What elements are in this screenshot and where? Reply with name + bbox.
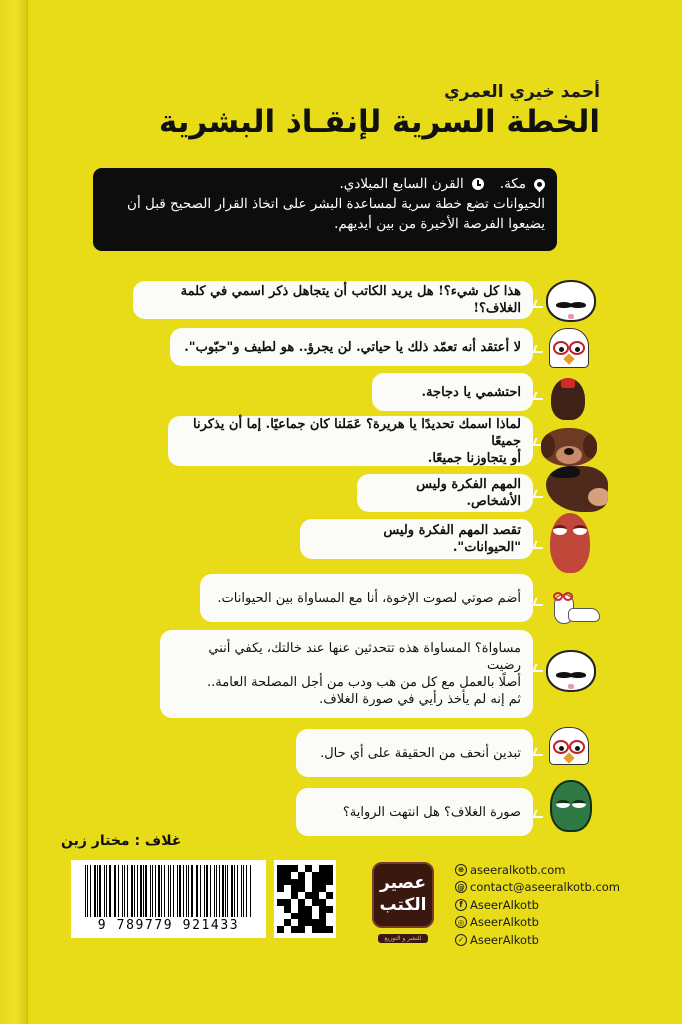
chat-text: أصلًا بالعمل مع كل من هب ودب من أجل المصلحة العامة.. <box>207 675 521 690</box>
instagram-icon: ◎ <box>455 916 467 928</box>
facebook-icon: f <box>455 899 467 911</box>
chat-text: أو يتجاوزنا جميعًا. <box>427 450 521 466</box>
chat-text: المهم الفكرة وليس الأشخاص. <box>416 477 521 509</box>
cat-avatar-icon <box>546 650 596 692</box>
contact-text: AseerAlkotb <box>470 915 539 930</box>
chat-bubble <box>133 281 533 319</box>
book-title: الخطة السرية لإنقـاذ البشرية <box>158 104 600 140</box>
setting-line <box>103 174 545 194</box>
hen-avatar-icon <box>549 328 589 368</box>
publisher-tagline: للنشر و التوزيع <box>378 934 428 943</box>
blurb-line-2: يضيعوا الفرصة الأخيرة من بين أيديهم. <box>334 216 545 232</box>
location-pin-icon <box>532 176 548 192</box>
turtle-avatar-icon <box>550 780 592 832</box>
contact-text: contact@aseeralkotb.com <box>470 880 621 895</box>
author-name: أحمد خيري العمري <box>444 82 600 102</box>
isbn-barcode <box>71 860 266 938</box>
dog-avatar-icon <box>541 428 597 466</box>
qr-code[interactable] <box>274 860 336 938</box>
worm-avatar-icon <box>550 588 608 628</box>
chat-text: لماذا اسمك تحديدًا يا هريرة؟ عَمَلنا كان جماعيًا. إما أن يذكرنا جميعًا <box>193 416 521 449</box>
book-spine-edge <box>0 0 28 1024</box>
blurb-line-1: الحيوانات تضع خطة سرية لمساعدة البشر على اتخاذ القرار الصحيح قبل أن <box>127 196 545 212</box>
contact-facebook[interactable] <box>455 896 620 914</box>
chat-text: احتشمي يا دجاجة. <box>421 384 521 400</box>
chat-text: ثم إنه لم يأخذ رأيي في صورة الغلاف. <box>319 692 521 707</box>
chat-text: أضم صوتي لصوت الإخوة، أنا مع المساواة بين الحيوانات. <box>217 590 521 606</box>
logo-line-2: الكتب <box>379 895 427 915</box>
contact-text: AseerAlkotb <box>470 932 539 947</box>
twitter-icon: ✓ <box>455 934 467 946</box>
cover-artist-credit: غلاف : مختار زين <box>61 833 182 849</box>
clock-icon <box>472 178 484 190</box>
setting-time: القرن السابع الميلادي. <box>339 176 464 192</box>
barcode-bars <box>85 865 252 917</box>
chat-bubble <box>300 519 533 559</box>
chat-text: تقصد المهم الفكرة وليس "الحيوانات". <box>383 523 521 555</box>
chat-text: صورة الغلاف؟ هل انتهت الرواية؟ <box>342 804 521 820</box>
chat-bubble <box>372 373 533 411</box>
contact-text: aseeralkotb.com <box>470 862 566 877</box>
contact-website[interactable] <box>455 861 620 879</box>
chat-bubble <box>200 574 533 622</box>
hippo-avatar-icon <box>550 513 590 573</box>
globe-icon: ⊕ <box>455 864 467 876</box>
chat-text: لا أعتقد أنه تعمّد ذلك يا حياتي. لن يجرؤ.. هو لطيف و"حبّوب". <box>184 339 521 355</box>
blurb-box <box>93 168 557 251</box>
contact-twitter[interactable] <box>455 931 620 949</box>
logo-line-1: عصير <box>380 873 426 893</box>
chat-bubble <box>170 328 533 366</box>
chat-bubble <box>296 788 533 836</box>
chat-text: تبدين أنحف من الحقيقة على أي حال. <box>320 745 521 761</box>
isbn-number: 9 789779 921433 <box>97 918 240 933</box>
contact-text: AseerAlkotb <box>470 897 539 912</box>
chat-text: هذا كل شيء؟! هل يريد الكاتب أن يتجاهل ذكر اسمي في كلمة الغلاف؟! <box>180 284 521 316</box>
publisher-logo <box>372 862 434 928</box>
contact-instagram[interactable] <box>455 914 620 932</box>
hen-avatar-icon <box>549 727 589 765</box>
rooster-avatar-icon <box>551 378 585 420</box>
chat-bubble <box>168 416 533 466</box>
qr-code-pattern <box>277 865 333 933</box>
cat-avatar-icon <box>546 280 596 322</box>
publisher-contacts <box>455 861 620 949</box>
chat-bubble <box>296 729 533 777</box>
setting-place: مكة. <box>499 176 526 192</box>
chat-bubble <box>357 474 533 512</box>
chat-text: مساواة؟ المساواة هذه تتحدثين عنها عند خالتك، يكفي أنني رضيت <box>208 641 521 673</box>
contact-email[interactable] <box>455 879 620 897</box>
email-icon: @ <box>455 881 467 893</box>
chat-bubble <box>160 630 533 718</box>
